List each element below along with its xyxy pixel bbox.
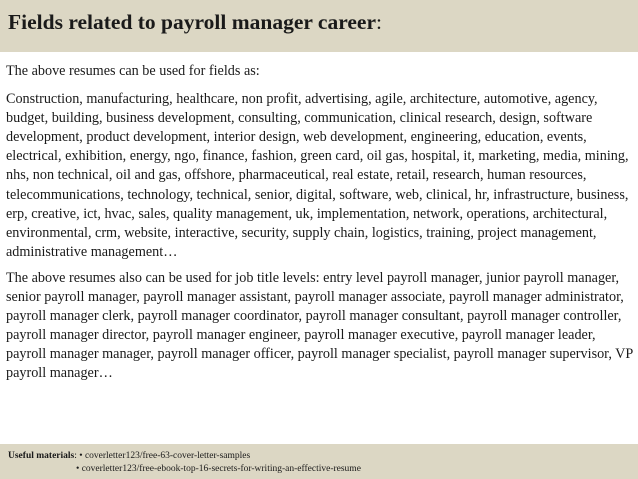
footer-link-ebook[interactable]: • coverletter123/free-ebook-top-16-secrets-for-writing-an-effective-resume	[76, 464, 361, 474]
page-title-text: Fields related to payroll manager career	[8, 10, 377, 34]
page-title	[8, 10, 382, 35]
fields-paragraph: Construction, manufacturing, healthcare, non profit, advertising, agile, architecture, automotive, agency, budget, building, business development, consulting, communication, clinical research, design, software development, product development, interior design, web development, engineering, education, events, electrical, exhibition, energy, ngo, finance, fashion, green card, oil gas, hospital, it, marketing, media, mining, nhs, non technical, oil and gas, offshore, pharmaceutical, real estate, retail, research, human resources, telecommunications, technology, technical, senior, digital, software, web, clinical, hr, infrastructure, business, erp, creative, ict, hvac, sales, quality management, uk, implementation, network, operations, architectural, environmental, crm, website, interactive, security, supply chain, logistics, training, project management, administrative management…	[6, 91, 629, 260]
footer-line-1	[8, 450, 250, 462]
job-levels-paragraph: The above resumes also can be used for job title levels: entry level payroll manager, junior payroll manager, senior payroll manager, payroll manager assistant, payroll manager associate, payroll manager administrator, payroll manager clerk, payroll manager coordinator, payroll manager consultant, payroll manager controller, payroll manager director, payroll manager engineer, payroll manager executive, payroll manager leader, payroll manager manager, payroll manager officer, payroll manager specialist, payroll manager supervisor, VP payroll manager…	[6, 269, 633, 382]
content-body	[6, 62, 634, 384]
intro-text: The above resumes can be used for fields as:	[6, 63, 260, 79]
footer-label-suffix: :	[74, 451, 80, 461]
page-title-colon: :	[376, 10, 382, 34]
footer-label: Useful materials	[8, 451, 75, 461]
title-bar	[0, 0, 638, 52]
footer-bar	[0, 444, 638, 479]
footer-link-cover-letter-samples[interactable]: • coverletter123/free-63-cover-letter-samples	[79, 451, 251, 461]
